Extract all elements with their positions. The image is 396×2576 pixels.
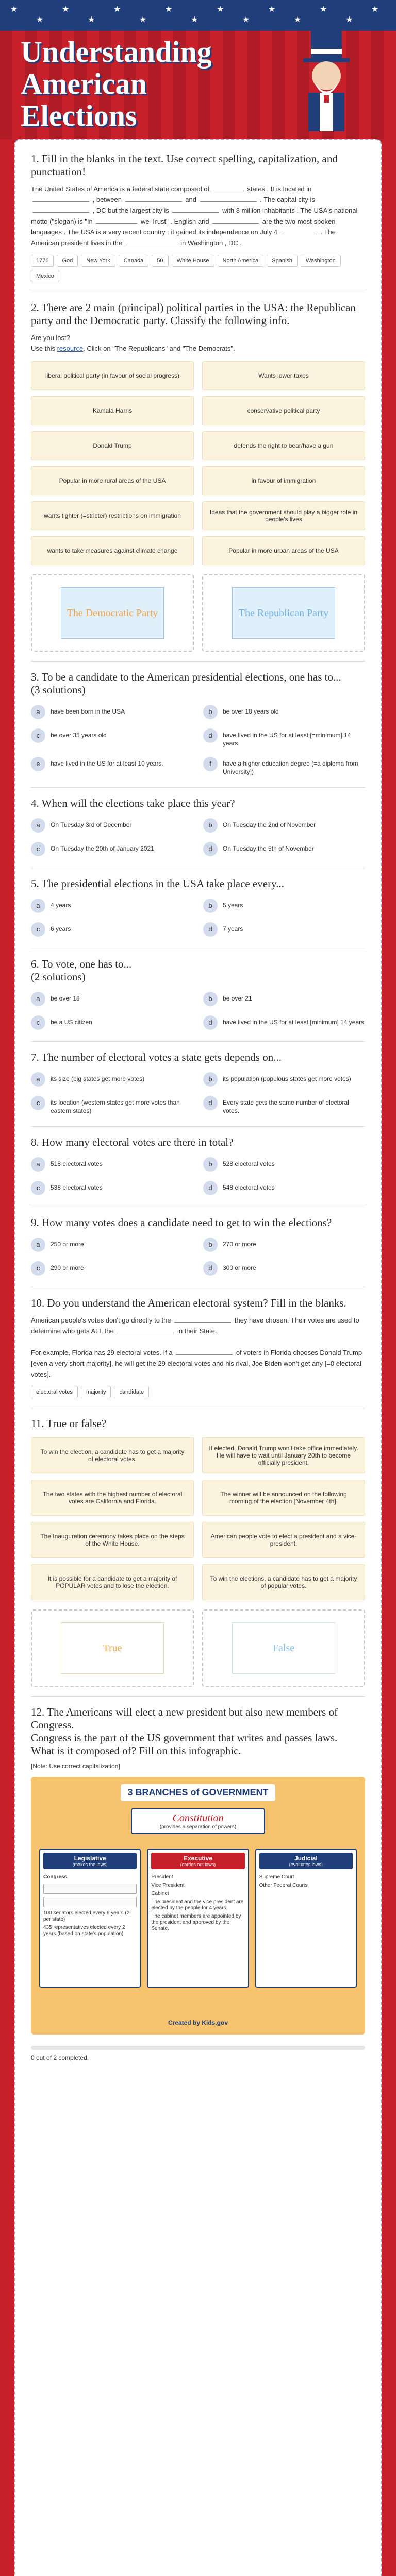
option-text: 518 electoral votes xyxy=(51,1160,103,1167)
star-icon: ★ xyxy=(371,4,379,14)
mcq-option[interactable] xyxy=(203,703,365,721)
word-chip[interactable]: North America xyxy=(218,255,264,267)
word-chip[interactable]: Washington xyxy=(301,255,341,267)
text-fragment: in Washington , DC . xyxy=(180,239,242,247)
option-letter: a xyxy=(31,992,45,1006)
option-letter: b xyxy=(203,1072,218,1087)
exercise-12 xyxy=(31,1706,365,2035)
executive-branch xyxy=(147,1849,249,1988)
option-letter: c xyxy=(31,1181,45,1195)
star-icon: ★ xyxy=(217,4,224,14)
mcq-options xyxy=(31,896,365,939)
exercise-8-title: 8. How many electoral votes are there in total? xyxy=(31,1136,234,1148)
exercise-5 xyxy=(31,877,365,939)
drop-zone-democratic[interactable] xyxy=(31,574,194,652)
drag-item[interactable]: Donald Trump xyxy=(31,431,194,460)
word-bank xyxy=(31,1386,365,1398)
president-label: President xyxy=(151,1874,173,1880)
mcq-option[interactable] xyxy=(31,703,193,721)
star-icon: ★ xyxy=(242,14,250,24)
mcq-option[interactable] xyxy=(203,896,365,915)
blank-input[interactable] xyxy=(117,1326,174,1333)
help-text: . Click on "The Republicans" and "The Democrats". xyxy=(83,345,235,352)
option-text: Every state gets the same number of electoral votes. xyxy=(223,1099,349,1114)
option-letter: d xyxy=(203,842,218,856)
option-letter: d xyxy=(203,728,218,743)
mcq-option[interactable] xyxy=(31,1094,193,1117)
option-letter: f xyxy=(203,757,218,771)
drop-zones xyxy=(31,574,365,652)
option-text: 270 or more xyxy=(223,1241,256,1248)
exercise-9 xyxy=(31,1216,365,1278)
branch-head xyxy=(259,1853,353,1869)
blank-input[interactable] xyxy=(126,238,177,245)
branches-row xyxy=(39,1849,357,1988)
congress-label: Congress xyxy=(43,1874,68,1880)
option-text: have been born in the USA xyxy=(51,708,125,715)
mcq-option[interactable] xyxy=(31,1235,193,1254)
word-chip[interactable]: Spanish xyxy=(267,255,298,267)
drag-item[interactable]: To win the election, a candidate has to get a majority of electoral votes. xyxy=(31,1437,194,1473)
title-text: 12. The Americans will elect a new president but also new members of Congress. xyxy=(31,1706,338,1731)
option-letter: d xyxy=(203,1261,218,1276)
text-fragment: with 8 million inhabitants . The USA's national motto ("slogan) is "In xyxy=(31,207,358,225)
blank-input[interactable] xyxy=(125,195,182,202)
cabinet-note: The cabinet members are appointed by the president and approved by the Senate. xyxy=(151,1913,241,1931)
page-title xyxy=(21,36,268,132)
drop-zone-republican[interactable] xyxy=(202,574,365,652)
exercise-11 xyxy=(31,1417,365,1687)
drag-item[interactable]: To win the elections, a candidate has to get a majority of popular votes. xyxy=(202,1564,365,1600)
option-letter: d xyxy=(203,1096,218,1110)
help-text: Use this xyxy=(31,345,55,352)
constitution-box xyxy=(131,1808,265,1834)
title-subtext: (3 solutions) xyxy=(31,684,86,696)
word-chip[interactable]: candidate xyxy=(114,1386,149,1398)
title-subtext: (2 solutions) xyxy=(31,971,86,983)
option-text: On Tuesday 3rd of December xyxy=(51,821,132,828)
branch-head xyxy=(151,1853,244,1869)
created-by-credit: Created by Kids.gov xyxy=(168,2019,228,2026)
text-fragment: in their State. xyxy=(177,1327,217,1335)
text-fragment: American people's votes don't go directly to the xyxy=(31,1316,171,1324)
option-text: be over 18 years old xyxy=(223,708,279,715)
exercise-4 xyxy=(31,797,365,858)
mcq-option[interactable] xyxy=(31,726,193,750)
option-text: 250 or more xyxy=(51,1241,84,1248)
word-chip[interactable]: majority xyxy=(81,1386,111,1398)
drag-item[interactable]: Wants lower taxes xyxy=(202,361,365,390)
mcq-options xyxy=(31,990,365,1032)
option-text: its size (big states get more votes) xyxy=(51,1075,145,1082)
option-letter: d xyxy=(203,1015,218,1030)
option-text: its population (populous states get more votes) xyxy=(223,1075,351,1082)
option-text: have lived in the US for at least [minimum] 14 years xyxy=(223,1019,365,1026)
option-text: 538 electoral votes xyxy=(51,1184,103,1191)
option-text: 528 electoral votes xyxy=(223,1160,275,1167)
drop-zones xyxy=(31,1609,365,1687)
drag-items-grid xyxy=(31,361,365,565)
help-line xyxy=(31,343,365,354)
blank-input[interactable] xyxy=(32,195,89,202)
uncle-sam-mascot-icon xyxy=(288,28,365,131)
word-chip[interactable]: 50 xyxy=(152,255,168,267)
blank-input[interactable] xyxy=(32,206,89,213)
option-text: On Tuesday the 5th of November xyxy=(223,845,314,852)
exercise-3 xyxy=(31,671,365,778)
option-letter: c xyxy=(31,842,45,856)
drag-items-grid xyxy=(31,1437,365,1600)
exercise-8 xyxy=(31,1136,365,1197)
star-icon: ★ xyxy=(113,4,121,14)
text-fragment: and xyxy=(185,196,196,204)
option-letter: b xyxy=(203,1238,218,1252)
mcq-options xyxy=(31,816,365,858)
blank-input[interactable] xyxy=(213,184,244,191)
option-letter: c xyxy=(31,922,45,937)
exercise-10 xyxy=(31,1297,365,1398)
divider xyxy=(31,1126,365,1127)
judicial-branch xyxy=(255,1849,357,1988)
mcq-option[interactable] xyxy=(31,816,193,835)
title-text: What is it composed of? Fill on this infographic. xyxy=(31,1744,241,1757)
drag-item[interactable]: wants to take measures against climate change xyxy=(31,536,194,565)
drop-zone-false[interactable] xyxy=(202,1609,365,1687)
drag-item[interactable]: If elected, Donald Trump won't take office immediately. He will have to wait until January 20th to become officially president. xyxy=(202,1437,365,1473)
government-infographic xyxy=(31,1777,365,2035)
false-card: False xyxy=(232,1622,335,1674)
drag-item[interactable]: Popular in more rural areas of the USA xyxy=(31,466,194,495)
mcq-option[interactable] xyxy=(203,1070,365,1089)
title-text: Congress is the part of the US government that writes and passes laws. xyxy=(31,1732,338,1744)
word-chip[interactable]: Canada xyxy=(119,255,149,267)
branch-title: Legislative xyxy=(74,1855,106,1862)
option-letter: d xyxy=(203,1181,218,1195)
drag-item[interactable]: The winner will be announced on the following morning of the election [November 4th]. xyxy=(202,1480,365,1516)
exercise-6-title xyxy=(31,958,365,984)
page-header xyxy=(0,0,396,139)
mcq-option[interactable] xyxy=(31,1259,193,1278)
exercise-12-title xyxy=(31,1706,365,1757)
drag-item[interactable]: liberal political party (in favour of social progress) xyxy=(31,361,194,390)
divider xyxy=(31,1696,365,1697)
text-fragment: we Trust" . English and xyxy=(141,217,209,225)
divider xyxy=(31,661,365,662)
star-icon: ★ xyxy=(294,14,302,24)
drag-item[interactable]: American people vote to elect a president and a vice-president. xyxy=(202,1522,365,1558)
mcq-option[interactable] xyxy=(203,1155,365,1174)
option-text: be a US citizen xyxy=(51,1019,92,1026)
mcq-option[interactable] xyxy=(203,816,365,835)
star-icon: ★ xyxy=(62,4,70,14)
drag-item[interactable]: The Inauguration ceremony takes place on the steps of the White House. xyxy=(31,1522,194,1558)
star-icon: ★ xyxy=(268,4,276,14)
drag-item[interactable]: wants tighter (=stricter) restrictions on immigration xyxy=(31,501,194,530)
word-bank xyxy=(31,255,365,282)
mcq-option[interactable] xyxy=(31,1070,193,1089)
exercise-10-text xyxy=(31,1315,365,1380)
star-icon: ★ xyxy=(36,14,44,24)
mcq-option[interactable] xyxy=(31,1179,193,1197)
text-fragment: . The capital city is xyxy=(260,196,315,204)
option-letter: c xyxy=(31,1015,45,1030)
option-letter: a xyxy=(31,818,45,833)
divider xyxy=(31,787,365,788)
option-letter: d xyxy=(203,922,218,937)
star-icon: ★ xyxy=(88,14,95,24)
mcq-option[interactable] xyxy=(31,755,193,778)
title-line-2: American Elections xyxy=(21,67,147,132)
exercise-9-title: 9. How many votes does a candidate need to get to win the elections? xyxy=(31,1216,332,1229)
option-letter: b xyxy=(203,705,218,719)
word-chip[interactable]: White House xyxy=(172,255,214,267)
star-icon: ★ xyxy=(165,4,173,14)
option-letter: a xyxy=(31,1157,45,1172)
exercise-1 xyxy=(31,152,365,282)
star-icon: ★ xyxy=(10,4,18,14)
text-fragment: states . It is located in xyxy=(247,185,312,193)
exercise-2-help xyxy=(31,332,365,354)
branch-head xyxy=(43,1853,137,1869)
exercise-3-title xyxy=(31,671,365,697)
mcq-option[interactable] xyxy=(203,755,365,778)
drag-item[interactable]: Kamala Harris xyxy=(31,396,194,425)
branch-subtitle: (makes the laws) xyxy=(72,1862,108,1867)
mcq-option[interactable] xyxy=(31,920,193,939)
mcq-option[interactable] xyxy=(203,1013,365,1032)
mcq-option[interactable] xyxy=(203,1094,365,1117)
mcq-options xyxy=(31,703,365,778)
help-line: Are you lost? xyxy=(31,334,70,342)
vice-president-label: Vice President xyxy=(151,1883,185,1888)
word-chip[interactable]: God xyxy=(57,255,78,267)
resource-link[interactable]: resource xyxy=(57,345,84,352)
blank-input[interactable] xyxy=(176,1348,233,1355)
senators-note: 100 senators elected every 6 years (2 per state) xyxy=(43,1910,130,1922)
branch-subtitle: (evaluates laws) xyxy=(289,1862,323,1867)
word-chip[interactable]: electoral votes xyxy=(31,1386,78,1398)
drag-item[interactable]: in favour of immigration xyxy=(202,466,365,495)
star-icon: ★ xyxy=(320,4,327,14)
text-fragment: of voters in Florida chooses Donald Trump [even a very short majority], he will get the 29 electoral votes and his rival, Joe Biden won't get any [=0 electoral votes]. xyxy=(31,1349,362,1378)
mcq-options xyxy=(31,1070,365,1117)
mcq-option[interactable] xyxy=(203,1179,365,1197)
option-letter: b xyxy=(203,818,218,833)
infographic-title: 3 BRANCHES of GOVERNMENT xyxy=(121,1784,275,1801)
title-text: 3. To be a candidate to the American presidential elections, one has to... xyxy=(31,671,341,683)
word-chip[interactable]: New York xyxy=(81,255,115,267)
mcq-options xyxy=(31,1235,365,1278)
divider xyxy=(31,1041,365,1042)
drop-zone-true[interactable] xyxy=(31,1609,194,1687)
title-line-1: Understanding xyxy=(21,35,212,69)
blank-input[interactable] xyxy=(174,1315,231,1323)
mcq-option[interactable] xyxy=(31,1155,193,1174)
mcq-option[interactable] xyxy=(203,840,365,858)
blank-input[interactable] xyxy=(96,216,137,224)
text-fragment: The United States of America is a federal state composed of xyxy=(31,185,210,193)
option-text: 290 or more xyxy=(51,1264,84,1272)
option-text: 300 or more xyxy=(223,1264,256,1272)
constitution-sub: (provides a separation of powers) xyxy=(159,1824,237,1830)
supreme-court-label: Supreme Court xyxy=(259,1874,294,1880)
mcq-option[interactable] xyxy=(31,840,193,858)
star-icon: ★ xyxy=(345,14,353,24)
text-fragment: , DC but the largest city is xyxy=(92,207,169,214)
legislative-branch xyxy=(39,1849,141,1988)
true-card: True xyxy=(61,1622,164,1674)
title-text: 6. To vote, one has to... xyxy=(31,958,132,970)
cabinet-label: Cabinet xyxy=(151,1891,169,1896)
option-letter: a xyxy=(31,1238,45,1252)
mcq-option[interactable] xyxy=(31,990,193,1008)
text-fragment: For example, Florida has 29 electoral votes. If a xyxy=(31,1349,173,1357)
blank-input[interactable] xyxy=(43,1897,137,1907)
mcq-option[interactable] xyxy=(203,920,365,939)
drag-item[interactable]: The two states with the highest number of electoral votes are California and Florida. xyxy=(31,1480,194,1516)
option-text: 7 years xyxy=(223,925,243,933)
mcq-options xyxy=(31,1155,365,1197)
stars-band xyxy=(0,0,396,31)
option-text: On Tuesday the 20th of January 2021 xyxy=(51,845,154,852)
blank-input[interactable] xyxy=(172,206,219,213)
star-icon: ★ xyxy=(139,14,147,24)
option-text: be over 35 years old xyxy=(51,732,107,739)
option-letter: b xyxy=(203,992,218,1006)
text-fragment: are the two most spoken languages . The USA is a very recent country : it gained its independence on July 4 xyxy=(31,217,336,236)
option-text: have lived in the US for at least [=minimum] 14 years xyxy=(223,732,351,747)
other-courts-label: Other Federal Courts xyxy=(259,1883,308,1888)
text-fragment: , between xyxy=(92,196,122,204)
option-text: 548 electoral votes xyxy=(223,1184,275,1191)
drag-item[interactable]: It is possible for a candidate to get a majority of POPULAR votes and to lose the election. xyxy=(31,1564,194,1600)
option-letter: a xyxy=(31,899,45,913)
exercise-5-title: 5. The presidential elections in the USA take place every... xyxy=(31,877,285,890)
blank-input[interactable] xyxy=(212,216,259,224)
text-fragment: they have chosen. Their votes are used to determine who gets ALL the xyxy=(31,1316,359,1335)
exercise-11-title: 11. True or false? xyxy=(31,1417,107,1430)
option-letter: b xyxy=(203,899,218,913)
option-letter: c xyxy=(31,728,45,743)
option-text: be over 21 xyxy=(223,995,252,1002)
mcq-option[interactable] xyxy=(31,896,193,915)
option-text: be over 18 xyxy=(51,995,80,1002)
blank-input[interactable] xyxy=(200,195,257,202)
word-chip[interactable]: 1776 xyxy=(31,255,54,267)
branch-title: Executive xyxy=(183,1855,213,1862)
exercise-10-title: 10. Do you understand the American electoral system? Fill in the blanks. xyxy=(31,1297,346,1309)
option-text: its location (western states get more votes than eastern states) xyxy=(51,1099,180,1114)
representatives-note: 435 representatives elected every 2 years (based on state's population) xyxy=(43,1925,125,1937)
option-text: 4 years xyxy=(51,902,71,909)
drag-item[interactable]: Popular in more urban areas of the USA xyxy=(202,536,365,565)
blank-input[interactable] xyxy=(281,227,317,234)
blank-input[interactable] xyxy=(43,1884,137,1894)
option-text: 5 years xyxy=(223,902,243,909)
option-letter: a xyxy=(31,705,45,719)
progress-bar xyxy=(31,2046,365,2050)
option-letter: a xyxy=(31,1072,45,1087)
word-chip[interactable]: Mexico xyxy=(31,270,59,282)
option-text: On Tuesday the 2nd of November xyxy=(223,821,316,828)
republican-party-card: The Republican Party xyxy=(232,587,335,639)
progress-text: 0 out of 2 completed. xyxy=(31,2054,89,2061)
executive-note: The president and the vice president are elected by the people for 4 years. xyxy=(151,1899,244,1911)
capitalization-note: [Note: Use correct capitalization] xyxy=(31,1762,120,1770)
exercise-6 xyxy=(31,958,365,1032)
mcq-option[interactable] xyxy=(203,1259,365,1278)
exercise-4-title: 4. When will the elections take place this year? xyxy=(31,797,235,809)
option-letter: c xyxy=(31,1261,45,1276)
branch-subtitle: (carries out laws) xyxy=(180,1862,216,1867)
exercise-1-text xyxy=(31,183,365,248)
drag-item[interactable]: conservative political party xyxy=(202,396,365,425)
option-letter: c xyxy=(31,1096,45,1110)
mcq-option[interactable] xyxy=(203,726,365,750)
exercise-7-title: 7. The number of electoral votes a state gets depends on... xyxy=(31,1051,282,1063)
progress-section xyxy=(31,2046,365,2061)
option-letter: b xyxy=(203,1157,218,1172)
worksheet xyxy=(14,139,382,2576)
constitution-label: Constitution xyxy=(172,1812,224,1824)
mcq-option[interactable] xyxy=(203,990,365,1008)
star-icon: ★ xyxy=(191,14,199,24)
mcq-option[interactable] xyxy=(203,1235,365,1254)
drag-item[interactable]: defends the right to bear/have a gun xyxy=(202,431,365,460)
exercise-7 xyxy=(31,1051,365,1117)
democratic-party-card: The Democratic Party xyxy=(61,587,164,639)
option-letter: e xyxy=(31,757,45,771)
exercise-2-title: 2. There are 2 main (principal) political parties in the USA: the Republican party and the Democratic party. Classify the following info. xyxy=(31,301,356,327)
mcq-option[interactable] xyxy=(31,1013,193,1032)
drag-item[interactable]: Ideas that the government should play a bigger role in people's lives xyxy=(202,501,365,530)
branch-title: Judicial xyxy=(294,1855,318,1862)
text-fragment: . The American president lives in the xyxy=(31,228,336,247)
exercise-2 xyxy=(31,301,365,652)
option-text: have lived in the US for at least 10 years. xyxy=(51,760,163,767)
exercise-1-title: 1. Fill in the blanks in the text. Use correct spelling, capitalization, and punctuation! xyxy=(31,152,338,178)
option-text: 6 years xyxy=(51,925,71,933)
option-text: have a higher education degree (=a diploma from University]) xyxy=(223,760,358,775)
